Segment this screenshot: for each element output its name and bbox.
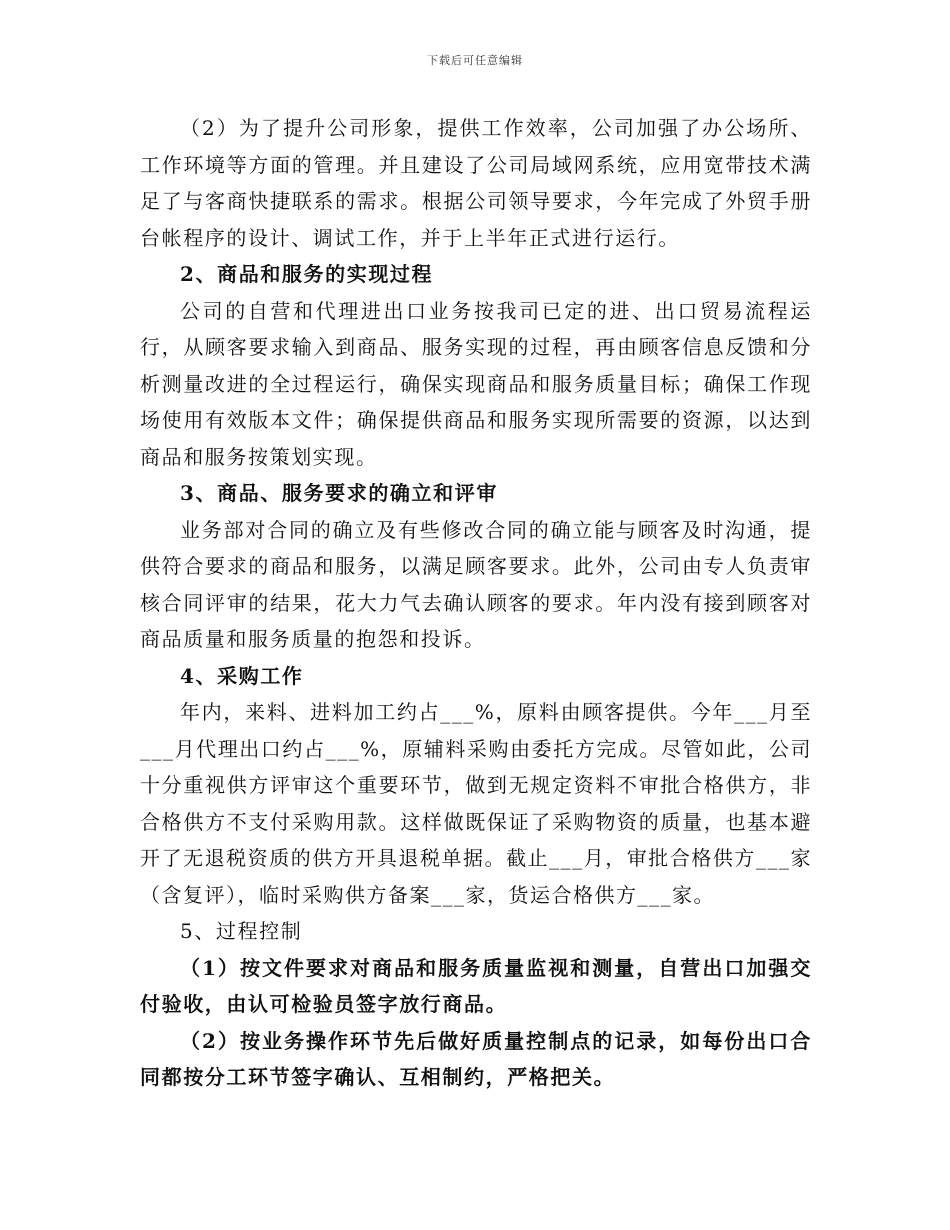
section-heading-realization: 2、商品和服务的实现过程 xyxy=(180,262,434,286)
paragraph-purchasing: 年内，来料、进料加工约占___%，原料由顾客提供。今年___月至___月代理出口约占___%，原辅料采购由委托方完成。尽管如此，公司十分重视供方评审这个重要环节，做到无规定资料不审批合格供方，非合格供方不支付采购用款。这样做既保证了采购物资的质量，也基本避开了无退税资质的供方开具退税单据。截止___月，审批合格供方___家（含复评），临时采购供方备案___家，货运合格供方___家。 xyxy=(140,700,812,907)
paragraph-control-records: （2）按业务操作环节先后做好质量控制点的记录，如每份出口合同都按分工环节签字确认、互相制约，严格把关。 xyxy=(140,1028,812,1089)
section-heading-requirements: 3、商品、服务要求的确立和评审 xyxy=(180,481,498,505)
page-header: 下载后可任意编辑 xyxy=(427,54,523,67)
paragraph-realization-process: 公司的自营和代理进出口业务按我司已定的进、出口贸易流程运行，从顾客要求输入到商品、服务实现的过程，再由顾客信息反馈和分析测量改进的全过程运行，确保实现商品和服务质量目标；确保工作现场使用有效版本文件；确保提供商品和服务实现所需要的资源，以达到商品和服务按策划实现。 xyxy=(140,298,812,469)
section-heading-purchasing: 4、采购工作 xyxy=(180,663,304,688)
paragraph-control-inspection: （1）按文件要求对商品和服务质量监视和测量，自营出口加强交付验收，由认可检验员签字放行商品。 xyxy=(140,955,812,1016)
section-heading-process-control: 5、过程控制 xyxy=(180,919,303,943)
document-body xyxy=(140,110,812,1096)
paragraph-office-management: （2）为了提升公司形象，提供工作效率，公司加强了办公场所、工作环境等方面的管理。并且建设了公司局域网系统，应用宽带技术满足了与客商快捷联系的需求。根据公司领导要求，今年完成了外贸手册台帐程序的设计、调试工作，并于上半年正式进行运行。 xyxy=(140,116,812,250)
paragraph-requirements-review: 业务部对合同的确立及有些修改合同的确立能与顾客及时沟通，提供符合要求的商品和服务，以满足顾客要求。此外，公司由专人负责审核合同评审的结果，花大力气去确认顾客的要求。年内没有接到顾客对商品质量和服务质量的抱怨和投诉。 xyxy=(140,517,812,651)
